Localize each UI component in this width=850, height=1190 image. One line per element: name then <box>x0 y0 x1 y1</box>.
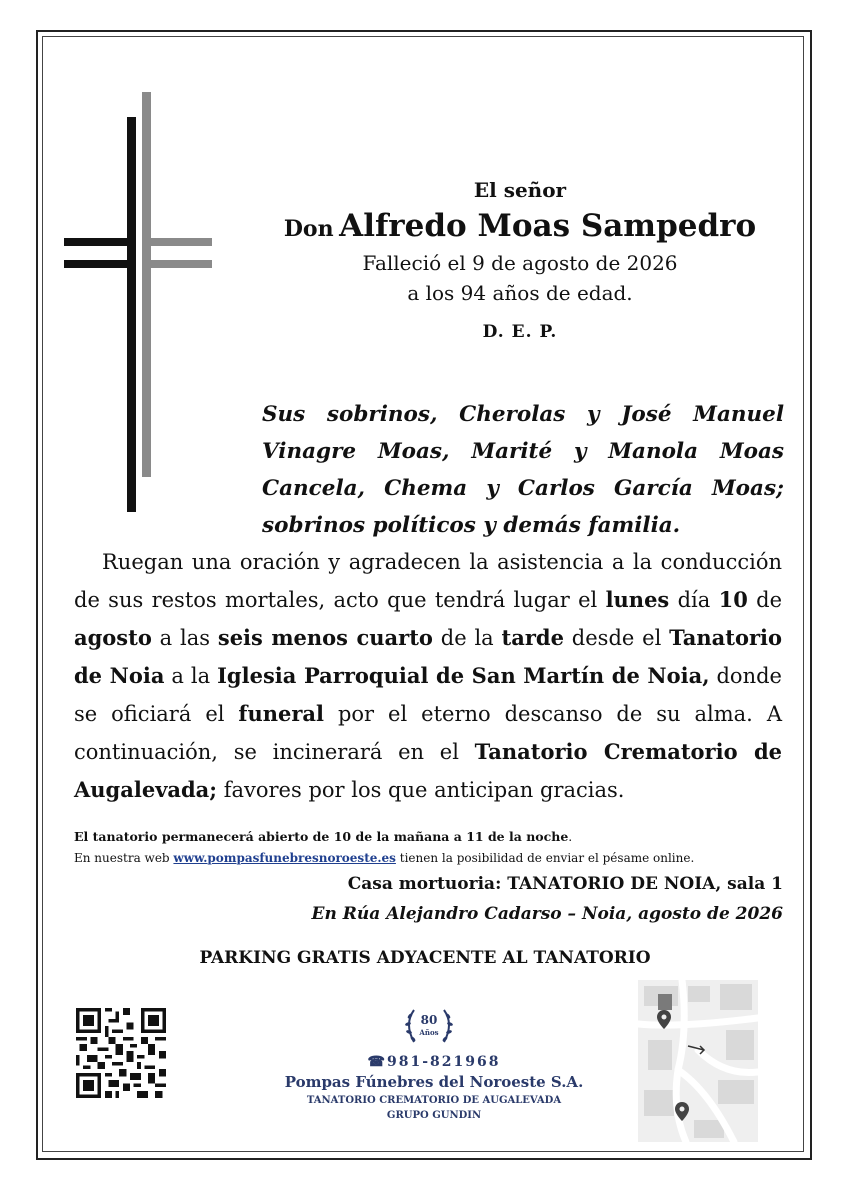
body-daypart: tarde <box>501 625 564 650</box>
location-map-icon[interactable] <box>638 980 758 1142</box>
website-link[interactable]: www.pompasfunebresnoroeste.es <box>173 851 396 865</box>
web-suffix: tienen la posibilidad de enviar el pésame online. <box>395 851 695 865</box>
body-day: lunes <box>605 587 670 612</box>
parking-notice: PARKING GRATIS ADYACENTE AL TANATORIO <box>199 948 651 968</box>
body-date-num: 10 <box>718 587 748 612</box>
body-text-4: a las <box>151 626 218 650</box>
web-prefix: En nuestra web <box>74 851 174 865</box>
logo-number: 80 <box>420 1013 438 1027</box>
hours-end: . <box>568 829 573 844</box>
casa-mortuoria: Casa mortuoria: TANATORIO DE NOIA, sala 1 <box>347 874 783 894</box>
body-text-10: favores por los que anticipan gracias. <box>217 778 625 802</box>
deceased-name: Alfredo Moas Sampedro <box>339 208 757 244</box>
honorific: Don <box>283 216 334 242</box>
mourners-list: Sus sobrinos, Cherolas y José Manuel Vinagre Moas, Marité y Manola Moas Cancela, Chema y Carlos García Moas; sobrinos políticos y demás familia. <box>262 402 784 538</box>
body-time: seis menos cuarto <box>217 625 433 650</box>
body-text-8: donde se oficiará el <box>74 664 782 726</box>
body-text-9: por el eterno descanso de su alma. A continuación, se incinerará en el <box>74 702 782 764</box>
body-text-7: a la <box>164 664 218 688</box>
rip-text: D. E. P. <box>482 322 558 342</box>
place-date: En Rúa Alejandro Cadarso – Noia, agosto de 2026 <box>311 904 783 924</box>
body-church: Iglesia Parroquial de San Martín de Noia, <box>217 663 710 688</box>
body-text-5: de la <box>432 626 502 650</box>
body-funeral: funeral <box>238 701 325 726</box>
logo-word: Años <box>419 1028 439 1037</box>
body-origin: Tanatorio de Noia <box>74 625 782 688</box>
body-text-3: de <box>747 588 782 612</box>
name-line <box>250 208 790 244</box>
telephone-icon: ☎ <box>367 1054 387 1070</box>
ceremony-paragraph <box>74 544 782 809</box>
title-line: El señor <box>473 178 567 202</box>
crematorium-name: TANATORIO CREMATORIO DE AUGALEVADA <box>306 1095 562 1106</box>
deceased-header <box>250 178 790 342</box>
body-text-1: Ruegan una oración y agradecen la asistencia a la conducción de sus restos mortales, acto que tendrá lugar el <box>74 550 782 612</box>
body-text-6: desde el <box>563 626 670 650</box>
hours-note <box>74 829 572 844</box>
death-line: Falleció el 9 de agosto de 2026 <box>362 251 678 275</box>
company-name: Pompas Fúnebres del Noroeste S.A. <box>284 1073 584 1091</box>
anniversary-logo-icon <box>400 1002 458 1052</box>
hours-text: El tanatorio permanecerá abierto de 10 de la mañana a 11 de la noche <box>74 829 569 844</box>
body-month: agosto <box>74 625 152 650</box>
age-line: a los 94 años de edad. <box>407 281 633 305</box>
group-name: GRUPO GUNDIN <box>386 1110 482 1121</box>
cross-icon <box>64 92 214 517</box>
death-date <box>250 248 790 308</box>
phone-number: 981-821968 <box>386 1054 501 1070</box>
body-crematorium: Tanatorio Crematorio de Augalevada; <box>74 739 782 802</box>
body-text-2: día <box>669 588 719 612</box>
web-note <box>74 851 694 865</box>
